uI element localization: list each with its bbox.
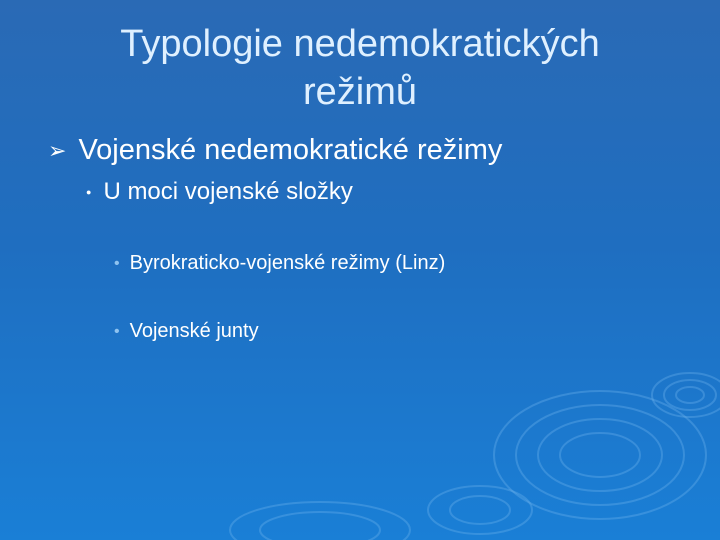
level3-text: Byrokraticko-vojenské režimy (Linz): [129, 252, 446, 274]
slide-title: Typologie nedemokratických režimů: [120, 23, 600, 113]
level3-item: [114, 320, 259, 343]
level1-text: Vojenské nedemokratické režimy: [78, 134, 503, 166]
level2-text: U moci vojenské složky: [103, 178, 353, 205]
small-bullet-icon: •: [114, 322, 120, 340]
level1-item: [48, 134, 502, 167]
dot-bullet-icon: ●: [86, 186, 92, 197]
level3-text: Vojenské junty: [129, 320, 259, 342]
arrow-bullet-icon: ➢: [48, 137, 67, 163]
small-bullet-icon: •: [114, 254, 120, 272]
level2-item: [86, 178, 353, 206]
level3-item: [114, 252, 445, 275]
